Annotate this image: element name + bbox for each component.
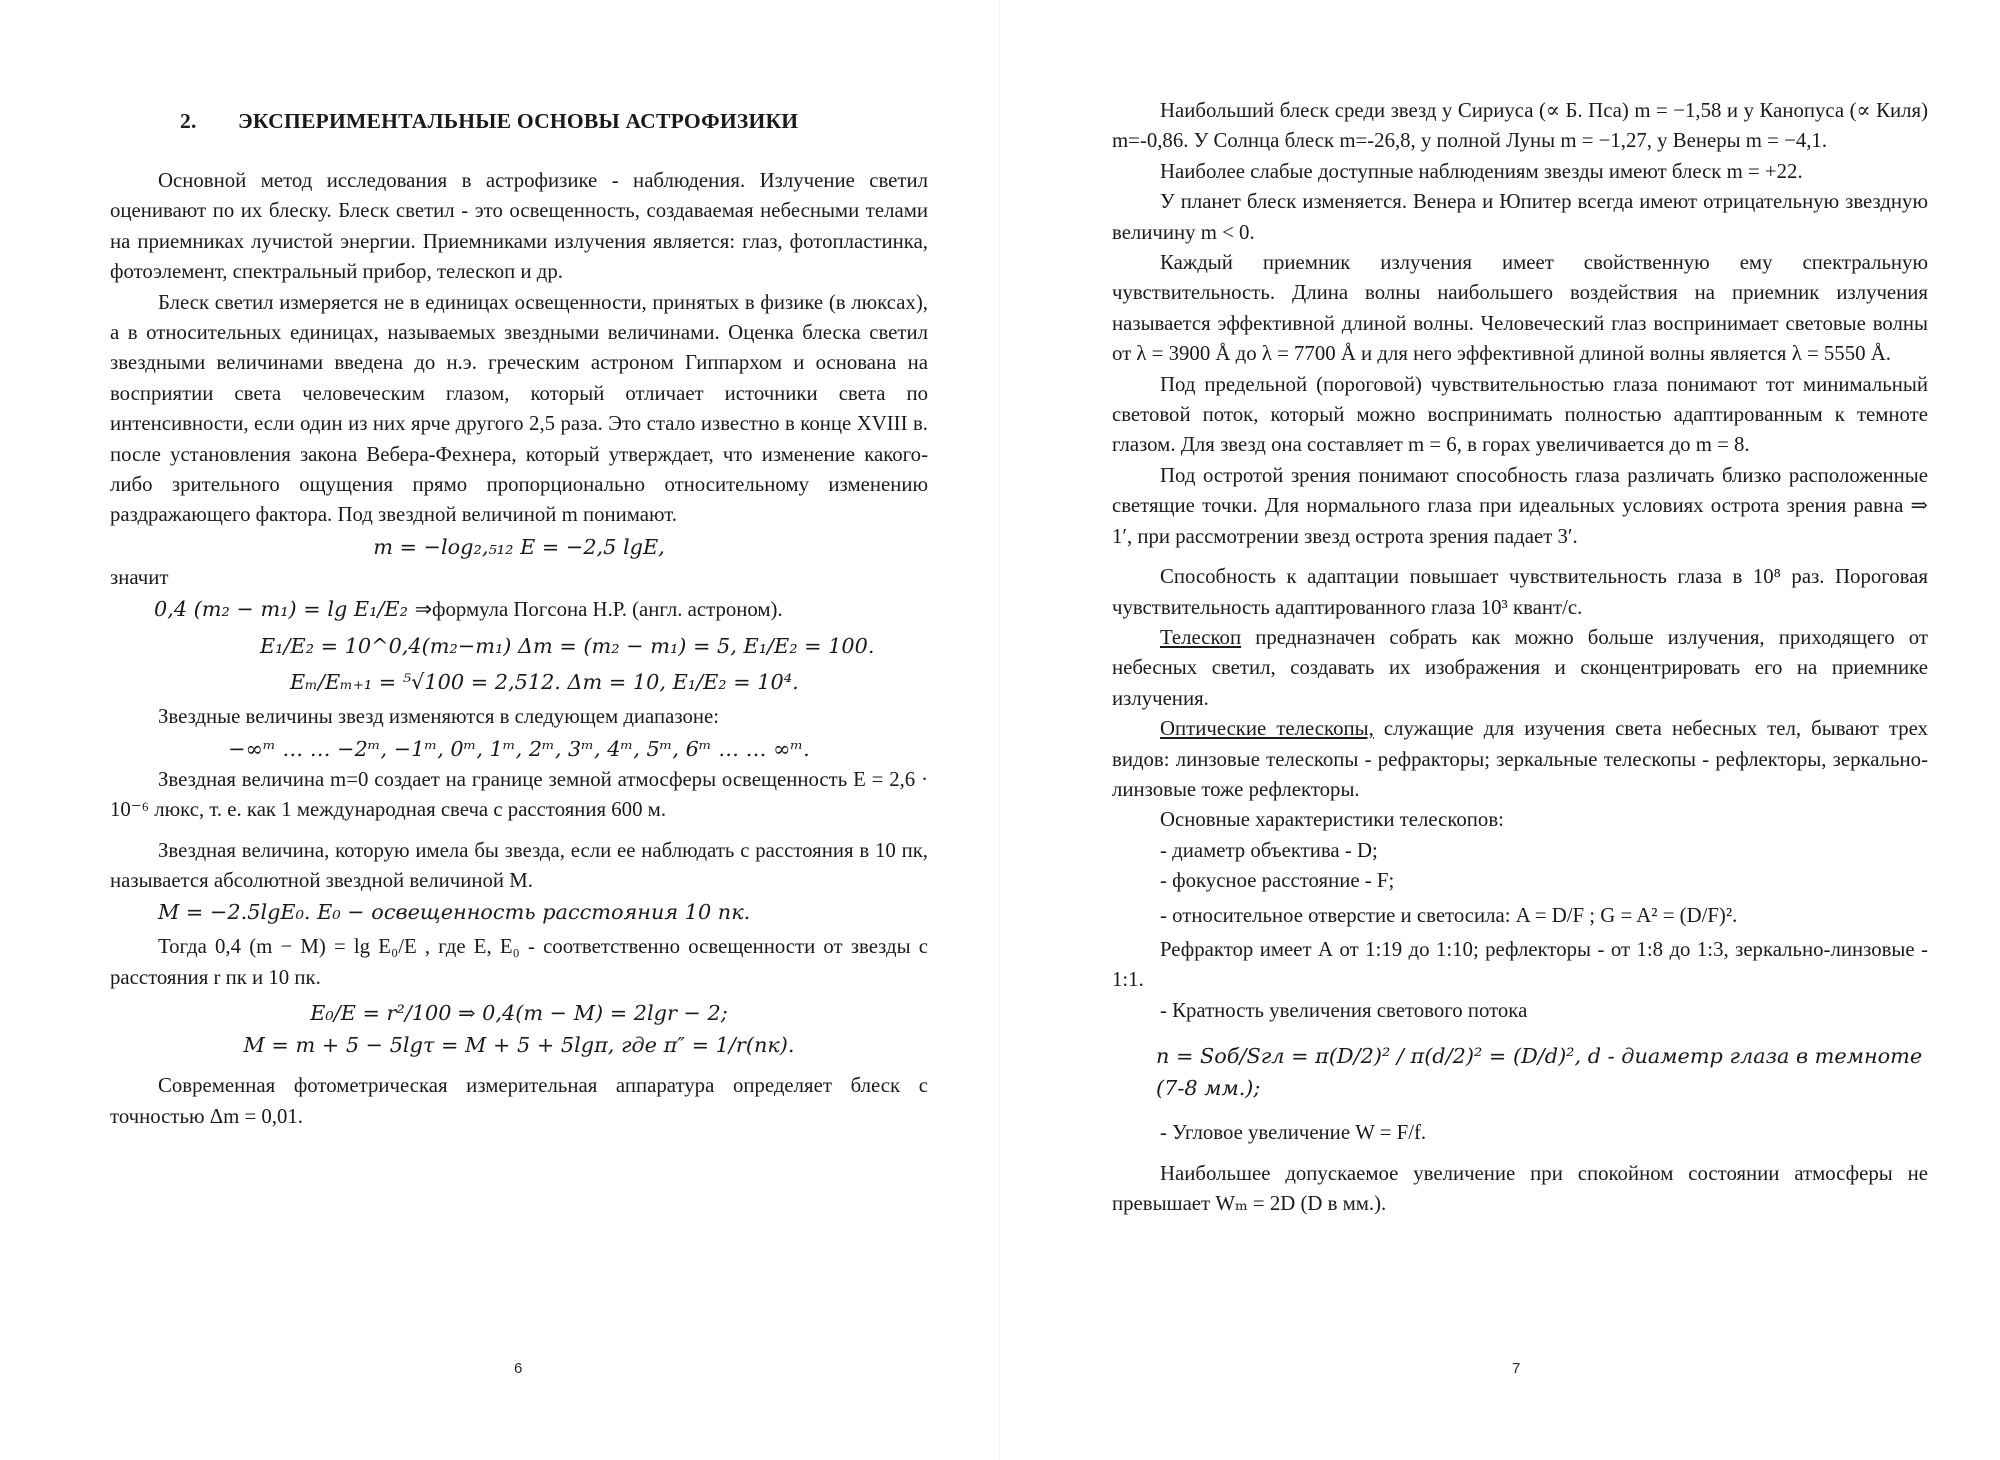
- formula-absolute: M = −2.5lgE₀. E₀ − освещенность расстояния 10 пк.: [158, 900, 751, 925]
- formula-pogson-text: ⇒формула Погсона Н.Р. (англ. астроном).: [414, 598, 783, 622]
- page-number-right: 7: [1512, 1360, 1521, 1377]
- paragraph-r1: Наибольший блеск среди звезд у Сириуса (∝ Б. Пса) m = −1,58 и у Канопуса (∝ Киля) m=-0,86. У Солнца блеск m=-26,8, у полной Луны m = −1,27, у Венеры m = −4,1.: [1112, 99, 1928, 153]
- paragraph-r8: [1112, 623, 1928, 714]
- right-page: [1000, 0, 2000, 1460]
- paragraph-r8-rest: предназначен собрать как можно больше излучения, приходящего от небесных светил, создавать их изображения и сконцентрировать его на приемнике излучения.: [1112, 625, 1928, 710]
- paragraph-r12: Наибольшее допускаемое увеличение при спокойном состоянии атмосферы не превышает Wₘ = 2D (D в мм.).: [1112, 1161, 1928, 1215]
- paragraph-7: Современная фотометрическая измерительная аппаратура определяет блеск с точностью Δm = 0,01.: [110, 1074, 928, 1128]
- section-title: ЭКСПЕРИМЕНТАЛЬНЫЕ ОСНОВЫ АСТРОФИЗИКИ: [238, 109, 799, 133]
- paragraph-r4: Каждый приемник излучения имеет свойственную ему спектральную чувствительность. Длина волны наибольшего воздействия на приемник излучения называется эффективной длиной волны. Человеческий глаз воспринимает световые волны от λ = 3900 Å до λ = 7700 Å и для него эффективной длиной волны является λ = 5550 Å.: [1112, 251, 1928, 366]
- term-telescope: Телескоп: [1160, 625, 1242, 649]
- paragraph-3: Звездные величины звезд изменяются в следующем диапазоне:: [158, 705, 719, 729]
- paragraph-r3: У планет блеск изменяется. Венера и Юпитер всегда имеют отрицательную звездную величину m < 0.: [1112, 190, 1928, 244]
- paragraph-r6: Под остротой зрения понимают способность глаза различать близко расположенные светящие точки. Для нормального глаза при идеальных условиях острота зрения равна ⇒ 1′, при рассмотрении звезд острота зрения падает 3′.: [1112, 463, 1928, 548]
- list-item-flux: - Кратность увеличения светового потока: [1160, 998, 1528, 1022]
- paragraph-r9-rest: служащие для изучения света небесных тел, бывают трех видов: линзовые телескопы - рефракторы; зеркальные телескопы - рефлекторы, зеркально-линзовые тоже рефлекторы.: [1112, 717, 1928, 801]
- paragraph-r2: Наиболее слабые доступные наблюдениям звезды имеют блеск m = +22.: [1160, 159, 1803, 183]
- section-number: 2.: [180, 109, 197, 133]
- list-item-angular: - Угловое увеличение W = F/f.: [1160, 1121, 1427, 1145]
- formula-flux-ratio: n = Sоб/Sгл = π(D/2)² / π(d/2)² = (D/d)², d - диаметр глаза в темноте (7-8 мм.);: [1156, 1044, 1923, 1101]
- formula-distance: E₀/E = r²/100 ⇒ 0,4(m − M) = 2lgr − 2;: [310, 1001, 728, 1026]
- formula-ratio-2: Eₘ/Eₘ₊₁ = ⁵√100 = 2,512. Δm = 10, E₁/E₂ = 10⁴.: [290, 670, 799, 695]
- paragraph-5: Звездная величина, которую имела бы звезда, если ее наблюдать с расстояния в 10 пк, называется абсолютной звездной величиной M.: [110, 838, 928, 892]
- formula-pogson: [154, 593, 928, 626]
- list-item-diameter: - диаметр объектива - D;: [1160, 838, 1378, 862]
- formula-parallax: M = m + 5 − 5lgτ = M + 5 + 5lgπ, где π″ = 1/r(пк).: [243, 1033, 795, 1058]
- paragraph-4: Звездная величина m=0 создает на границе земной атмосферы освещенность E = 2,6 · 10⁻⁶ люкс, т. е. как 1 международная свеча с расстояния 600 м.: [110, 767, 928, 822]
- section-heading: [180, 106, 928, 136]
- list-item-focal: - фокусное расстояние - F;: [1160, 869, 1395, 893]
- formula-pogson-math: 0,4 (m₂ − m₁) = lg E₁/E₂: [154, 597, 408, 622]
- paragraph-r11: Рефрактор имеет А от 1:19 до 1:10; рефлекторы - от 1:8 до 1:3, зеркально-линзовые - 1:1.: [1112, 937, 1928, 992]
- term-optical-telescopes: Оптические телескопы,: [1160, 717, 1374, 741]
- page-number-left: 6: [514, 1360, 523, 1377]
- paragraph-r10: Основные характеристики телескопов:: [1160, 808, 1504, 832]
- paragraph-r7: Способность к адаптации повышает чувствительность глаза в 10⁸ раз. Пороговая чувствительность адаптированного глаза 10³ квант/с.: [1112, 565, 1928, 619]
- formula-magnitude: m = −log₂,₅₁₂ E = −2,5 lgE,: [373, 534, 665, 559]
- paragraph-6: Тогда 0,4 (m − M) = lg E₀/E , где E, E₀ - соответственно освещенности от звезды с расстояния r пк и 10 пк.: [110, 935, 928, 989]
- paragraph-1: Основной метод исследования в астрофизике - наблюдения. Излучение светил оценивают по их блеску. Блеск светил - это освещенность, создаваемая небесными телами на приемниках лучистой энергии. Приемниками излучения является: глаз, фотопластинка, фотоэлемент, спектральный прибор, телескоп и др.: [110, 169, 928, 284]
- paragraph-2: Блеск светил измеряется не в единицах освещенности, принятых в физике (в люксах), а в относительных единицах, называемых звездными величинами. Оценка блеска светил звездными величинами введена до н.э. греческим астроном Гиппархом и основана на восприятии света человеческим глазом, который отличает источники света по интенсивности, если один из них ярче другого 2,5 раза. Это стало известно в конце XVIII в. после установления закона Вебера-Фехнера, который утверждает, что изменение какого-либо зрительного ощущения прямо пропорционально относительному изменению раздражающего фактора. Под звездной величиной m понимают.: [110, 290, 928, 527]
- list-item-aperture: - относительное отверстие и светосила: A = D/F ; G = A² = (D/F)².: [1160, 903, 1738, 927]
- paragraph-r9: [1112, 714, 1928, 805]
- formula-ratio-1: E₁/E₂ = 10^0,4(m₂−m₁) Δm = (m₂ − m₁) = 5, E₁/E₂ = 100.: [260, 634, 875, 659]
- word-znachit: значит: [110, 565, 169, 589]
- paragraph-r5: Под предельной (пороговой) чувствительностью глаза понимают тот минимальный световой поток, который можно воспринимать полностью адаптированным к темноте глазом. Для звезд она составляет m = 6, в горах увеличивается до m = 8.: [1112, 372, 1928, 457]
- formula-range: −∞ᵐ … … −2ᵐ, −1ᵐ, 0ᵐ, 1ᵐ, 2ᵐ, 3ᵐ, 4ᵐ, 5ᵐ, 6ᵐ … … ∞ᵐ.: [228, 736, 810, 761]
